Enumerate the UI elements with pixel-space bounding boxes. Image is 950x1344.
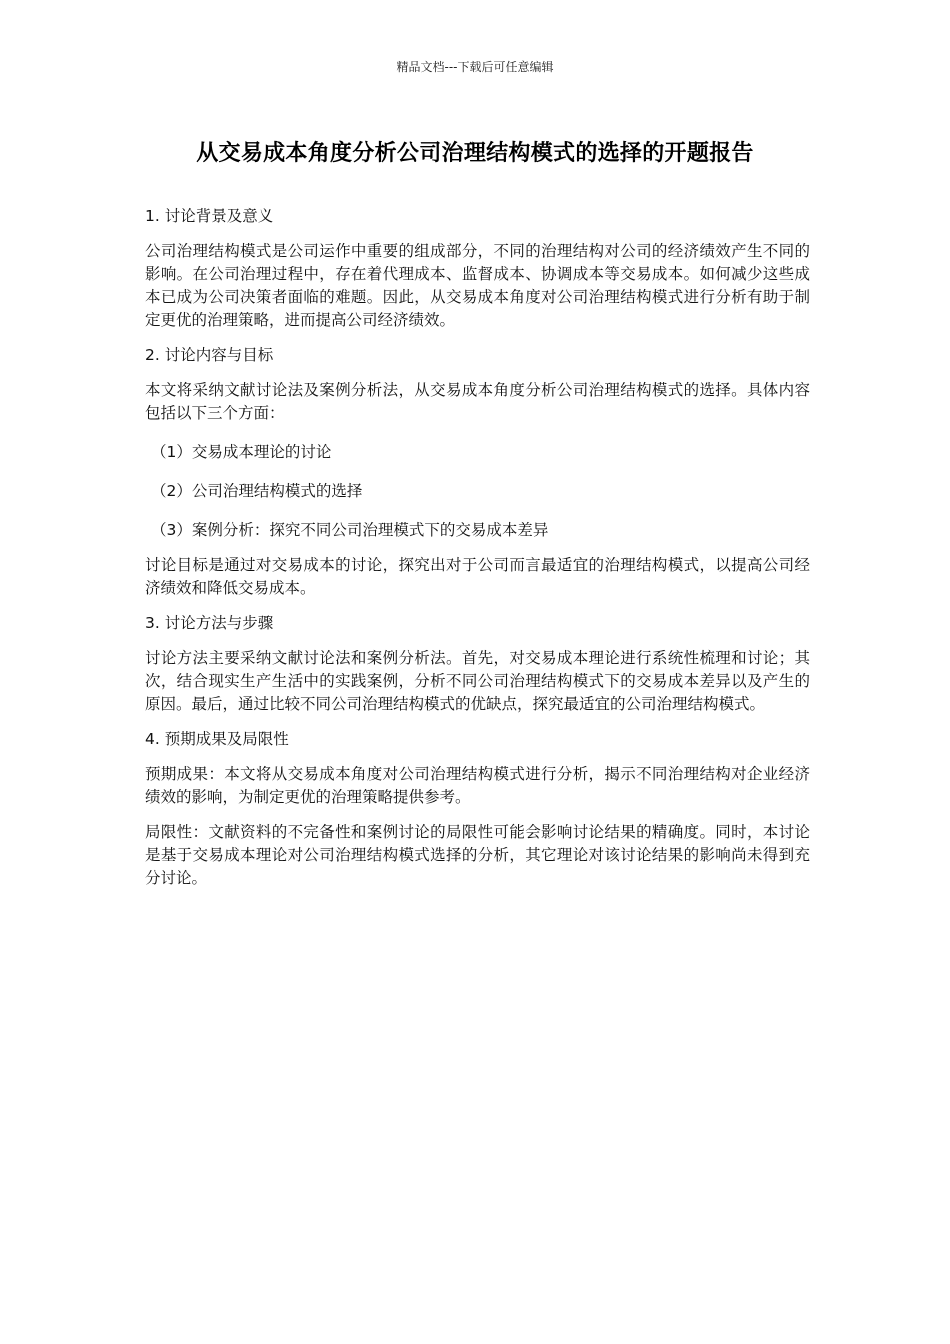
paragraph-methods: 讨论方法主要采纳文献讨论法和案例分析法。首先，对交易成本理论进行系统性梳理和讨论；其次，结合现实生产生活中的实践案例，分析不同公司治理结构模式下的交易成本差异以及产生的原因。最后，通过比较不同公司治理结构模式的优缺点，探究最适宜的公司治理结构模式。 <box>145 649 810 713</box>
document-title: 从交易成本角度分析公司治理结构模式的选择的开题报告 <box>196 141 754 166</box>
paragraph-expected-outcomes: 预期成果：本文将从交易成本角度对公司治理结构模式进行分析，揭示不同治理结构对企业经济绩效的影响，为制定更优的治理策略提供参考。 <box>145 765 810 806</box>
section-heading-background: 1. 讨论背景及意义 <box>145 207 274 225</box>
list-item: （1）交易成本理论的讨论 <box>151 443 332 461</box>
paragraph-background: 公司治理结构模式是公司运作中重要的组成部分，不同的治理结构对公司的经济绩效产生不同的影响。在公司治理过程中，存在着代理成本、监督成本、协调成本等交易成本。如何减少这些成本已成为公司决策者面临的难题。因此，从交易成本角度对公司治理结构模式进行分析有助于制定更优的治理策略，进而提高公司经济绩效。 <box>145 242 810 329</box>
paragraph-goals: 讨论目标是通过对交易成本的讨论，探究出对于公司而言最适宜的治理结构模式，以提高公司经济绩效和降低交易成本。 <box>145 556 810 597</box>
paragraph-content-intro: 本文将采纳文献讨论法及案例分析法，从交易成本角度分析公司治理结构模式的选择。具体内容包括以下三个方面： <box>145 381 810 422</box>
list-item: （2）公司治理结构模式的选择 <box>151 482 363 500</box>
section-heading-content-goals: 2. 讨论内容与目标 <box>145 346 274 364</box>
header-note: 精品文档---下载后可任意编辑 <box>396 60 554 74</box>
list-item: （3）案例分析：探究不同公司治理模式下的交易成本差异 <box>151 521 549 539</box>
section-heading-outcomes: 4. 预期成果及局限性 <box>145 730 289 748</box>
document-body <box>145 205 810 902</box>
paragraph-limitations: 局限性：文献资料的不完备性和案例讨论的局限性可能会影响讨论结果的精确度。同时，本讨论是基于交易成本理论对公司治理结构模式选择的分析，其它理论对该讨论结果的影响尚未得到充分讨论。 <box>145 823 810 887</box>
section-heading-methods: 3. 讨论方法与步骤 <box>145 614 274 632</box>
